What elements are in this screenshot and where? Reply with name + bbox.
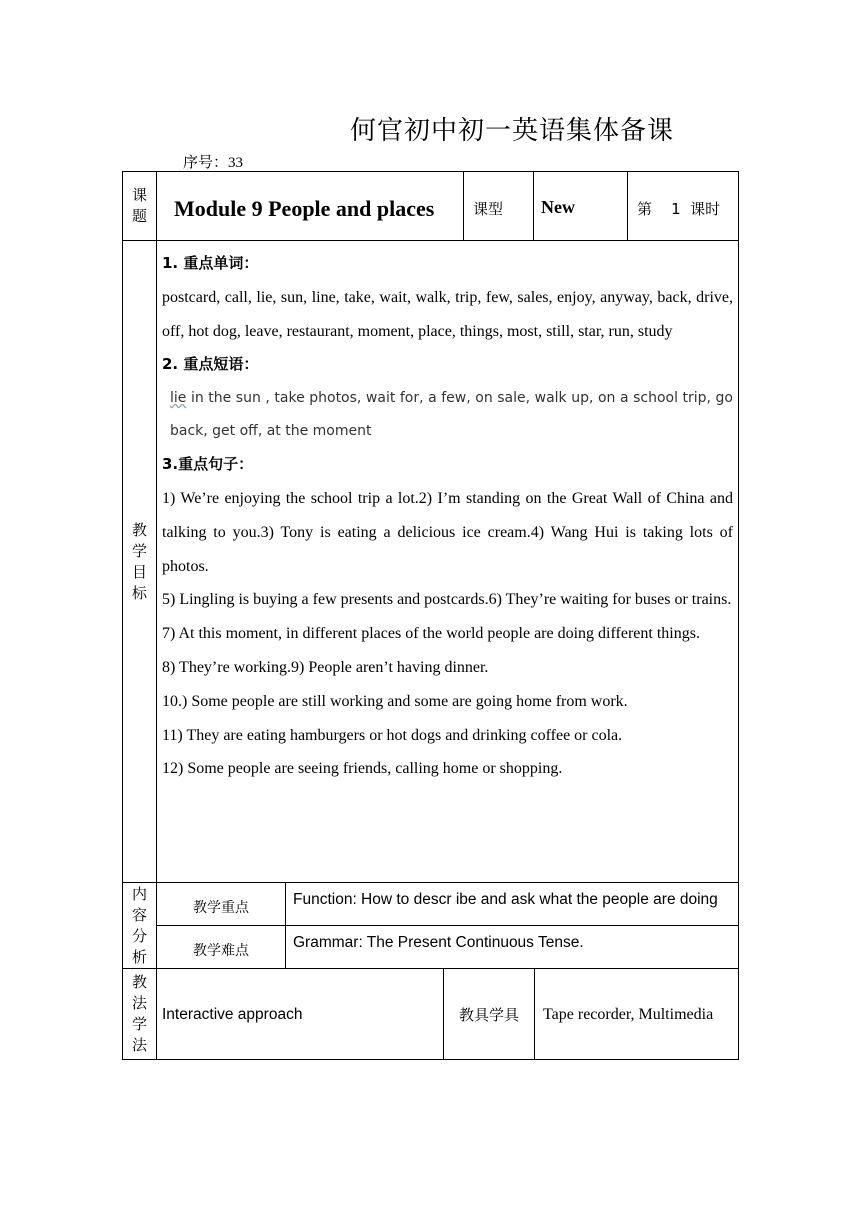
method-row <box>122 969 739 1060</box>
key-point-value: Function: How to descr ibe and ask what the people are doing <box>293 891 718 908</box>
objectives-row <box>122 241 739 883</box>
type-label: 课型 <box>464 172 534 240</box>
page-title: 何官初中初一英语集体备课 <box>350 116 675 146</box>
difficulty-label: 教学难点 <box>157 926 286 969</box>
key-phrases-heading: 2. 重点短语： <box>162 355 259 374</box>
analysis-content <box>157 883 738 968</box>
lesson-plan-table <box>122 171 739 1060</box>
difficulty-row <box>157 926 738 969</box>
type-value: New <box>534 172 628 240</box>
sentence-paragraph: 7) At this moment, in different places of the world people are doing different things. <box>162 625 700 643</box>
sentence-paragraph: 12) Some people are seeing friends, calling home or shopping. <box>162 760 563 778</box>
method-label-cell <box>123 969 157 1059</box>
analysis-label: 内容分析 <box>131 884 147 966</box>
sentence-paragraph: 5) Lingling is buying a few presents and postcards.6) They’re waiting for buses or trains. <box>162 591 732 609</box>
serial-label: 序号： <box>183 153 229 171</box>
key-words-heading: 1. 重点单词： <box>162 254 259 272</box>
sentence-paragraph: 11) They are eating hamburgers or hot dogs and drinking coffee or cola. <box>162 726 623 744</box>
analysis-row <box>122 883 739 969</box>
phrase-first-word: lie <box>170 390 187 407</box>
module-title: Module 9 People and places <box>157 172 464 240</box>
method-label: 教法学法 <box>131 973 147 1054</box>
header-row <box>122 171 739 241</box>
serial-value: 33 <box>228 155 244 171</box>
key-point-row <box>157 883 738 926</box>
sentence-paragraph: 10.) Some people are still working and some are going home from work. <box>162 692 628 710</box>
topic-label: 课题 <box>131 186 147 225</box>
sentence-paragraph: 8) They’re working.9) People aren’t having dinner. <box>162 658 489 676</box>
difficulty-value: Grammar: The Present Continuous Tense. <box>293 933 584 951</box>
objectives-label: 教学目标 <box>131 520 147 602</box>
key-phrases-list <box>162 382 733 448</box>
key-point-label: 教学重点 <box>157 883 286 925</box>
sentence-paragraph: 1) We’re enjoying the school trip a lot.2) I’m standing on the Great Wall of China and talking to you.3) Tony is eating a delicious ice cream.4) Wang Hui is taking lots of photos. <box>162 489 733 575</box>
teaching-approach: Interactive approach <box>157 969 444 1059</box>
tools-label: 教具学具 <box>444 969 535 1059</box>
key-sentences-heading: 3.重点句子： <box>162 455 254 474</box>
objectives-content <box>157 241 738 882</box>
tools-value: Tape recorder, Multimedia <box>543 1006 714 1023</box>
phrase-rest: in the sun , take photos, wait for, a few, on sale, walk up, on a school trip, go back, get off, at the moment <box>170 390 733 440</box>
analysis-label-cell <box>123 883 157 968</box>
serial-number <box>183 151 243 172</box>
key-words-list: postcard, call, lie, sun, line, take, wait, walk, trip, few, sales, enjoy, anyway, back, drive, off, hot dog, leave, restaurant, moment, place, things, most, still, star, run, study <box>162 288 733 340</box>
topic-label-cell <box>123 172 157 240</box>
objectives-label-cell <box>123 241 157 882</box>
period-label: 第 1 课时 <box>637 200 721 218</box>
